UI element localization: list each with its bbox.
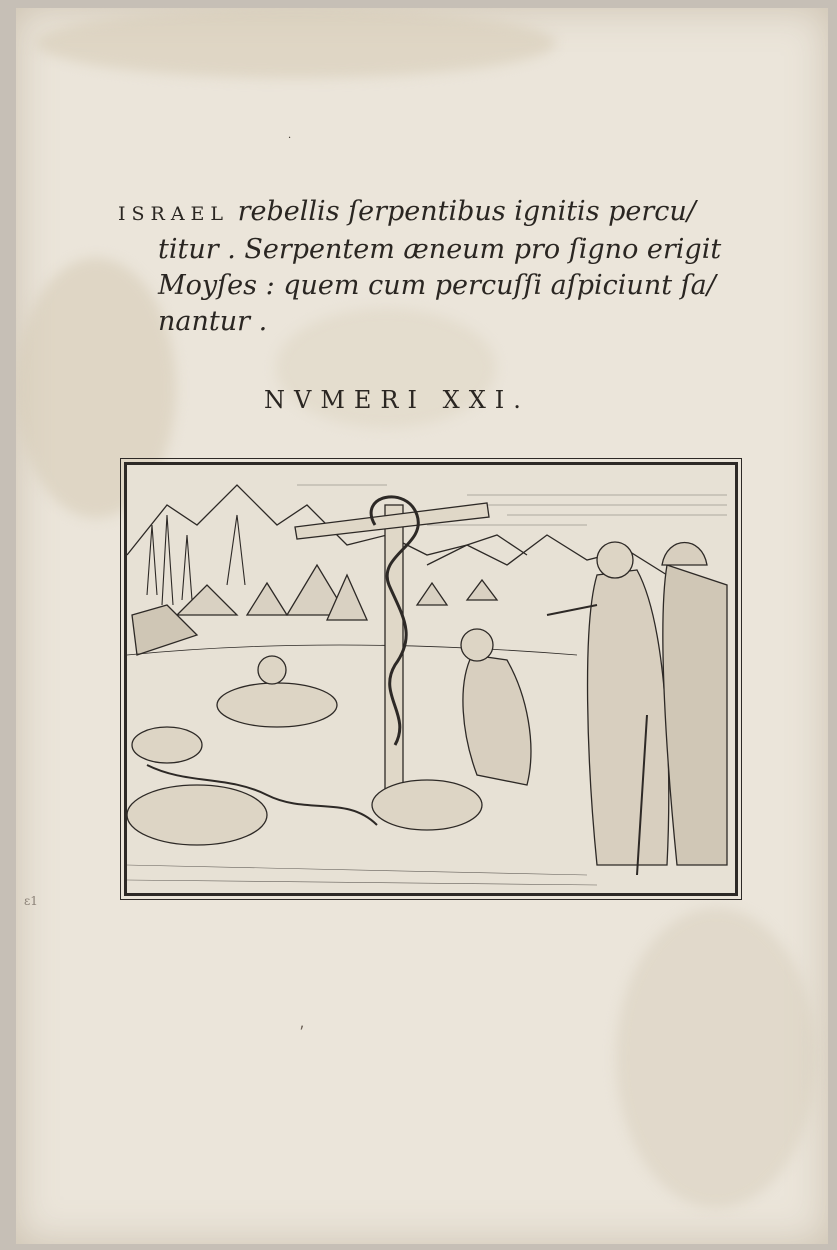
margin-mark: ɛ1 [24,894,38,908]
paper-stain [36,8,556,78]
caption-line-2: titur . Serpentem æneum pro ſigno erigit [158,234,722,265]
woodcut-brazen-serpent-icon [124,462,738,896]
caption-line-3: Moyſes : quem cum percuſſi aſpiciunt ſa/ [158,270,716,301]
ink-speck: · [288,133,292,144]
caption-line-1 [118,194,758,232]
caption-line-4: nantur . [158,306,268,337]
chapter-heading: NVMERI XXI. [264,386,530,414]
caption-line-1-rest: rebellis ſerpentibus ignitis percu/ [237,196,696,227]
paper-stain [616,908,816,1208]
ink-speck: ⸴ [300,1015,305,1034]
caption-caps: ISRAEL [118,203,230,225]
woodcut-illustration [127,465,735,893]
caption-text [118,194,758,340]
